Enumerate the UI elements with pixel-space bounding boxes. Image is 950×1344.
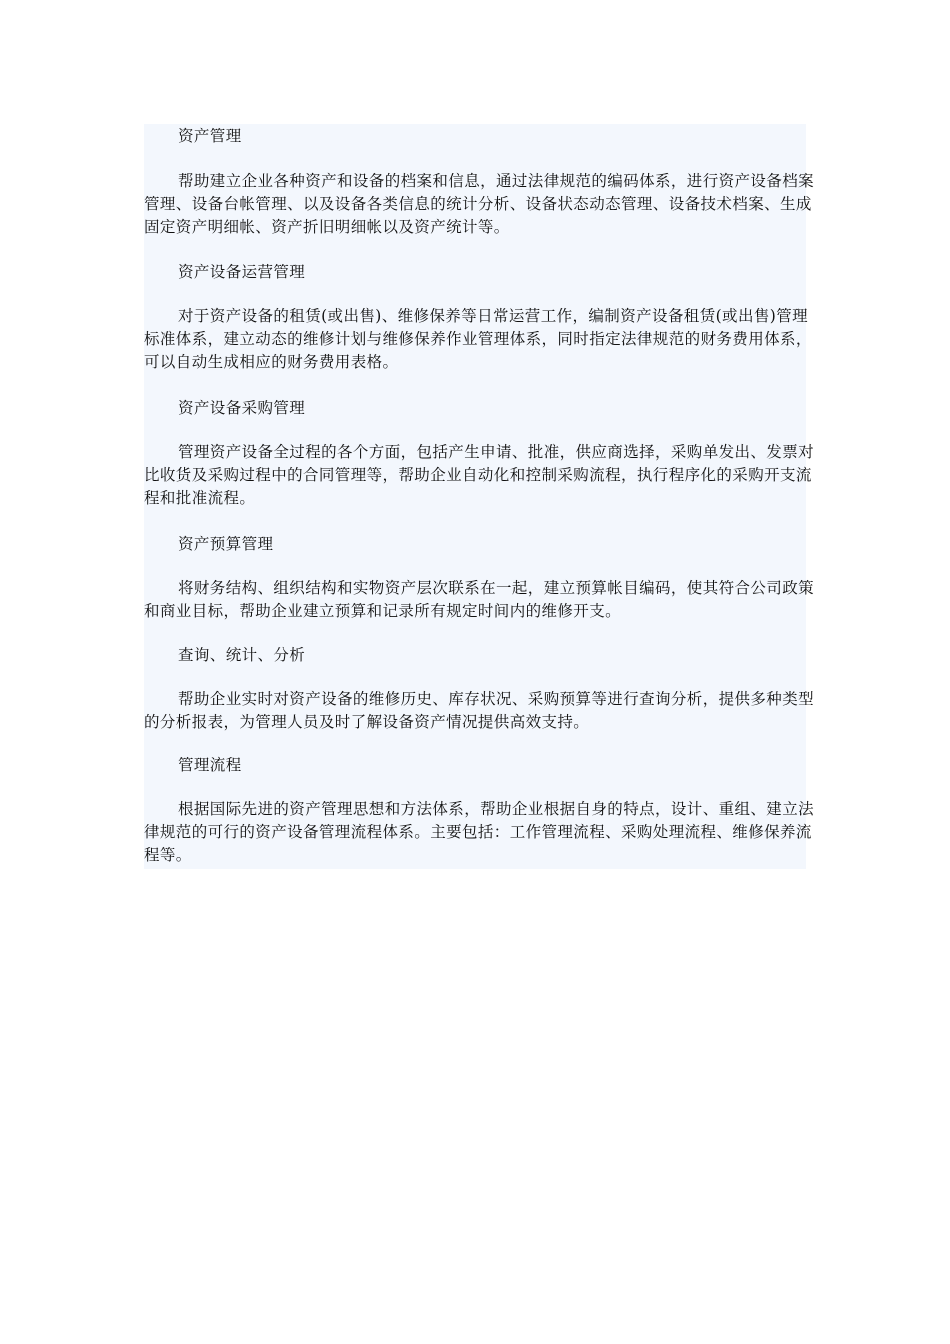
section-heading-asset-budget: 资产预算管理 [178, 535, 274, 553]
section-heading-equipment-operation: 资产设备运营管理 [178, 263, 306, 281]
section-body-equipment-operation: 对于资产设备的租赁(或出售)、维修保养等日常运营工作，编制资产设备租赁(或出售)管理标准体系，建立动态的维修计划与维修保养作业管理体系，同时指定法律规范的财务费用体系，可以自动生成相应的财务费用表格。 [144, 307, 812, 371]
section-heading-management-process: 管理流程 [178, 756, 242, 774]
section-heading-equipment-procurement: 资产设备采购管理 [178, 399, 306, 417]
section-body-equipment-procurement: 管理资产设备全过程的各个方面，包括产生申请、批准，供应商选择，采购单发出、发票对比收货及采购过程中的合同管理等，帮助企业自动化和控制采购流程，执行程序化的采购开支流程和批准流程。 [144, 443, 815, 507]
section-body-asset-management: 帮助建立企业各种资产和设备的档案和信息，通过法律规范的编码体系，进行资产设备档案管理、设备台帐管理、以及设备各类信息的统计分析、设备状态动态管理、设备技术档案、生成固定资产明细帐、资产折旧明细帐以及资产统计等。 [144, 172, 815, 236]
section-body-management-process: 根据国际先进的资产管理思想和方法体系，帮助企业根据自身的特点，设计、重组、建立法律规范的可行的资产设备管理流程体系。主要包括：工作管理流程、采购处理流程、维修保养流程等。 [144, 800, 815, 864]
section-heading-asset-management: 资产管理 [178, 127, 242, 145]
section-body-asset-budget: 将财务结构、组织结构和实物资产层次联系在一起，建立预算帐目编码，使其符合公司政策和商业目标，帮助企业建立预算和记录所有规定时间内的维修开支。 [144, 579, 815, 620]
section-body-query-statistics-analysis: 帮助企业实时对资产设备的维修历史、库存状况、采购预算等进行查询分析，提供多种类型的分析报表，为管理人员及时了解设备资产情况提供高效支持。 [144, 690, 815, 731]
section-heading-query-statistics-analysis: 查询、统计、分析 [178, 646, 306, 664]
